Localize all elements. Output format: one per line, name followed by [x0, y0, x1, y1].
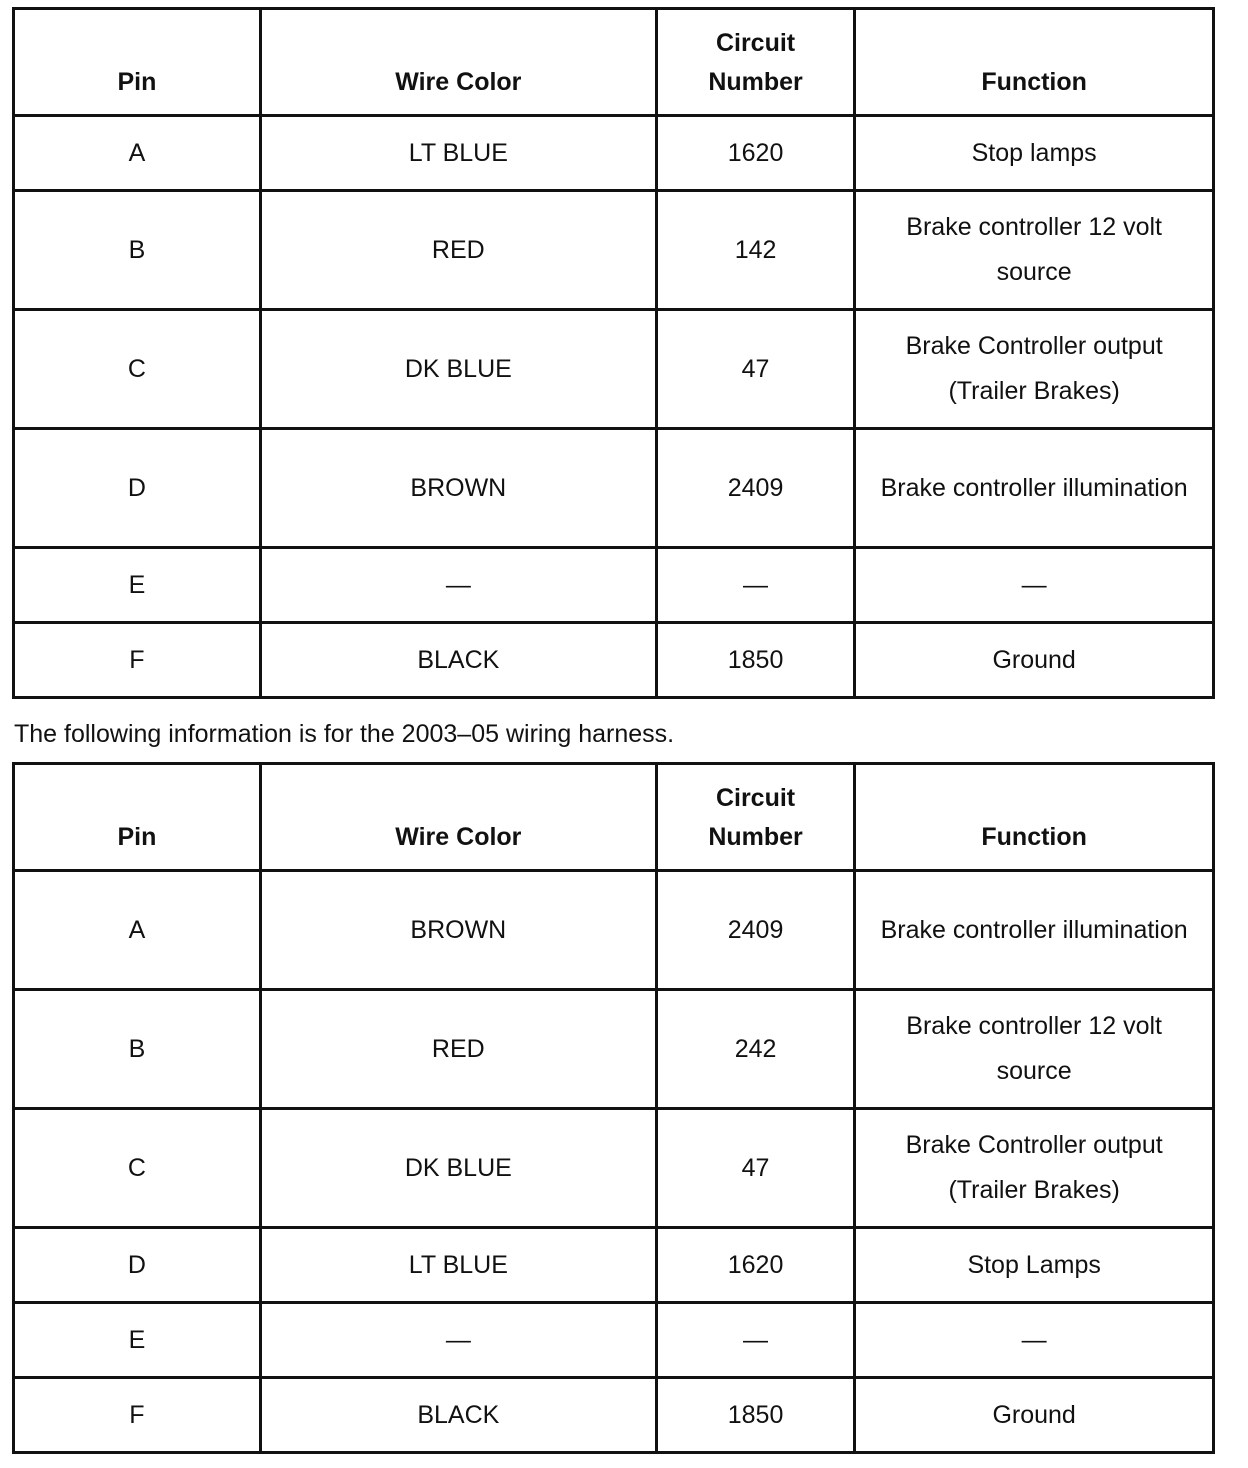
cell-pin: C	[14, 1109, 261, 1228]
header-wire-color: Wire Color	[260, 9, 656, 116]
header-function: Function	[855, 9, 1214, 116]
table-row	[14, 548, 1214, 623]
cell-wire-color: DK BLUE	[260, 310, 656, 429]
table-caption: The following information is for the 2003–05 wiring harness.	[14, 720, 675, 748]
cell-wire-color: LT BLUE	[260, 1228, 656, 1303]
cell-pin: A	[14, 116, 261, 191]
cell-function: Brake controller illumination	[855, 871, 1214, 990]
table-row	[14, 429, 1214, 548]
cell-circuit-number: 1620	[656, 116, 854, 191]
cell-pin: D	[14, 429, 261, 548]
cell-pin: A	[14, 871, 261, 990]
table-row	[14, 116, 1214, 191]
cell-circuit-number: 242	[656, 990, 854, 1109]
cell-wire-color: RED	[260, 191, 656, 310]
cell-function: Stop Lamps	[855, 1228, 1214, 1303]
cell-pin: E	[14, 1303, 261, 1378]
cell-function: —	[855, 548, 1214, 623]
table-row	[14, 191, 1214, 310]
cell-function: Brake controller illumination	[855, 429, 1214, 548]
table-header-row	[14, 764, 1214, 871]
cell-pin: F	[14, 623, 261, 698]
cell-function: Ground	[855, 1378, 1214, 1453]
cell-circuit-number: 1620	[656, 1228, 854, 1303]
table-row	[14, 1378, 1214, 1453]
table-row	[14, 990, 1214, 1109]
cell-circuit-number: 47	[656, 1109, 854, 1228]
cell-wire-color: —	[260, 1303, 656, 1378]
table-header-row	[14, 9, 1214, 116]
cell-pin: D	[14, 1228, 261, 1303]
cell-wire-color: LT BLUE	[260, 116, 656, 191]
cell-function: Brake controller 12 volt source	[855, 191, 1214, 310]
table-row	[14, 1303, 1214, 1378]
table-row	[14, 310, 1214, 429]
header-circuit-number: Circuit Number	[656, 764, 854, 871]
cell-function: Brake controller 12 volt source	[855, 990, 1214, 1109]
cell-pin: B	[14, 990, 261, 1109]
cell-wire-color: BLACK	[260, 623, 656, 698]
cell-pin: E	[14, 548, 261, 623]
cell-circuit-number: —	[656, 1303, 854, 1378]
cell-circuit-number: 2409	[656, 429, 854, 548]
table-row	[14, 1109, 1214, 1228]
cell-function: —	[855, 1303, 1214, 1378]
table-row	[14, 871, 1214, 990]
cell-wire-color: DK BLUE	[260, 1109, 656, 1228]
header-function: Function	[855, 764, 1214, 871]
cell-wire-color: RED	[260, 990, 656, 1109]
table-row	[14, 623, 1214, 698]
cell-circuit-number: 142	[656, 191, 854, 310]
cell-function: Stop lamps	[855, 116, 1214, 191]
cell-circuit-number: 47	[656, 310, 854, 429]
cell-wire-color: BROWN	[260, 429, 656, 548]
cell-pin: B	[14, 191, 261, 310]
cell-circuit-number: 2409	[656, 871, 854, 990]
header-circuit-number: Circuit Number	[656, 9, 854, 116]
pinout-table-2	[12, 762, 1215, 1454]
header-pin: Pin	[14, 764, 261, 871]
table-row	[14, 1228, 1214, 1303]
cell-pin: F	[14, 1378, 261, 1453]
header-wire-color: Wire Color	[260, 764, 656, 871]
cell-circuit-number: 1850	[656, 1378, 854, 1453]
cell-wire-color: BROWN	[260, 871, 656, 990]
cell-function: Brake Controller output (Trailer Brakes)	[855, 310, 1214, 429]
cell-pin: C	[14, 310, 261, 429]
header-pin: Pin	[14, 9, 261, 116]
pinout-table-1	[12, 7, 1215, 699]
cell-circuit-number: —	[656, 548, 854, 623]
cell-function: Ground	[855, 623, 1214, 698]
cell-wire-color: BLACK	[260, 1378, 656, 1453]
cell-wire-color: —	[260, 548, 656, 623]
cell-function: Brake Controller output (Trailer Brakes)	[855, 1109, 1214, 1228]
cell-circuit-number: 1850	[656, 623, 854, 698]
